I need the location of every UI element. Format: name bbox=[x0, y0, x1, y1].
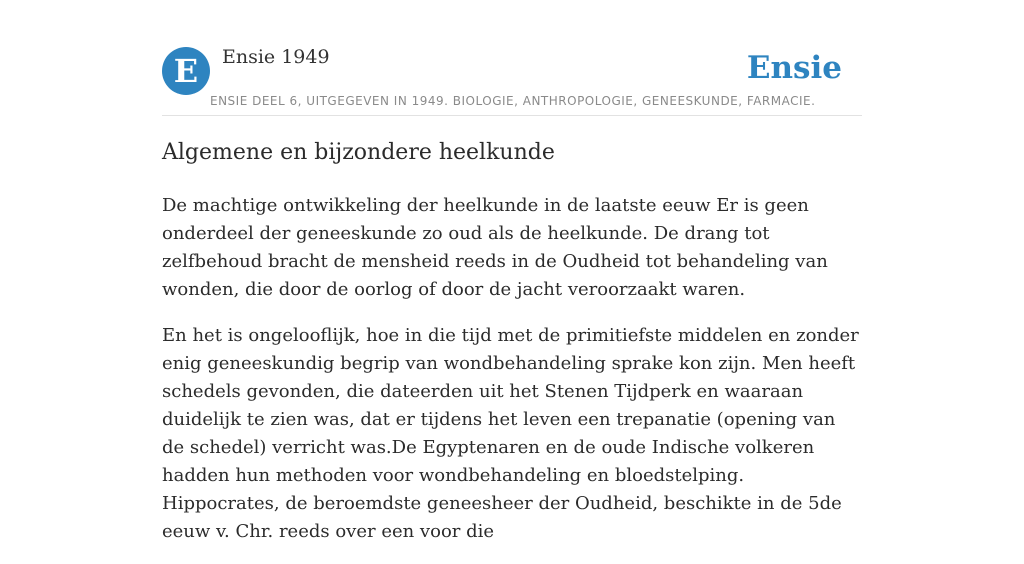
brand-wordmark[interactable]: Ensie bbox=[746, 50, 842, 86]
article-paragraph: De machtige ontwikkeling der heelkunde in de laatste eeuw Er is geen onderdeel der geneeskunde zo oud als de heelkunde. De drang tot zelfbehoud bracht de mensheid reeds in de Oudheid tot behandeling van wonden, die door de oorlog of door de jacht veroorzaakt waren. bbox=[162, 195, 828, 300]
header-divider bbox=[162, 115, 862, 116]
article-title: Algemene en bijzondere heelkunde bbox=[162, 140, 555, 165]
source-title[interactable]: Ensie 1949 bbox=[222, 46, 330, 68]
article-body bbox=[162, 192, 862, 564]
article-paragraph: En het is ongelooflijk, hoe in die tijd met de primitiefste middelen en zonder enig geneeskundig begrip van wondbehandeling sprake kon zijn. Men heeft schedels gevonden, die dateerden uit het Stenen Tijdperk en waaraan duidelijk te zien was, dat er tijdens het leven een trepanatie (opening van de schedel) verricht was.De Egyptenaren en de oude Indische volkeren hadden hun methoden voor wondbehandeling en bloedstelping. Hippocrates, de beroemdste geneesheer der Oudheid, beschikte in de 5de eeuw v. Chr. reeds over een voor die bbox=[162, 325, 859, 542]
ensie-logo[interactable]: E bbox=[162, 47, 210, 95]
source-subtitle: ENSIE DEEL 6, UITGEGEVEN IN 1949. BIOLOGIE, ANTHROPOLOGIE, GENEESKUNDE, FARMACIE. bbox=[210, 94, 816, 108]
